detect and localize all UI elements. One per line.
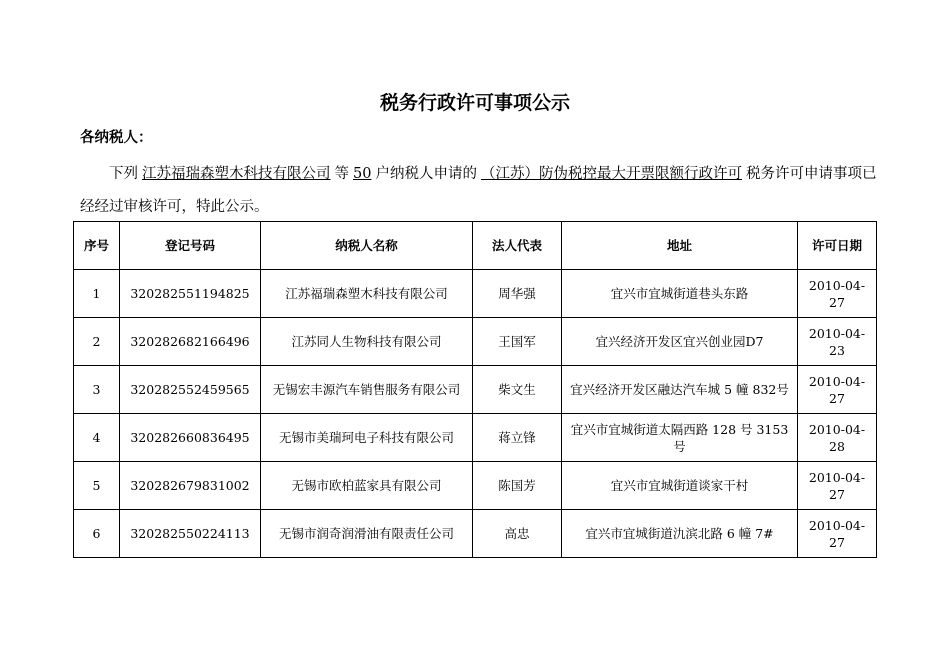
cell-address: 宜兴经济开发区宜兴创业园D7: [562, 318, 798, 366]
cell-address: 宜兴市宜城街道巷头东路: [562, 270, 798, 318]
para-company: 江苏福瑞森塑木科技有限公司: [142, 166, 331, 182]
cell-taxpayer-name: 无锡市欧柏蓝家具有限公司: [261, 462, 473, 510]
cell-reg-no: 320282660836495: [120, 414, 261, 462]
cell-address: 宜兴市宜城街道太隔西路 128 号 3153号: [562, 414, 798, 462]
cell-reg-no: 320282679831002: [120, 462, 261, 510]
header-reg-no: 登记号码: [120, 222, 261, 270]
cell-index: 6: [74, 510, 120, 558]
header-taxpayer-name: 纳税人名称: [261, 222, 473, 270]
table-row: [74, 462, 877, 510]
permit-table: [73, 221, 877, 558]
cell-index: 5: [74, 462, 120, 510]
header-address: 地址: [562, 222, 798, 270]
cell-legal-rep: 王国军: [473, 318, 562, 366]
header-index: 序号: [74, 222, 120, 270]
cell-legal-rep: 周华强: [473, 270, 562, 318]
cell-reg-no: 320282552459565: [120, 366, 261, 414]
document-title: 税务行政许可事项公示: [379, 92, 570, 114]
cell-permit-date: 2010-04-27: [798, 366, 877, 414]
cell-address: 宜兴市宜城街道氿滨北路 6 幢 7#: [562, 510, 798, 558]
cell-permit-date: 2010-04-23: [798, 318, 877, 366]
notice-paragraph: [80, 158, 880, 224]
cell-taxpayer-name: 无锡市润奇润滑油有限责任公司: [261, 510, 473, 558]
cell-reg-no: 320282682166496: [120, 318, 261, 366]
para-permit: （江苏）防伪税控最大开票限额行政许可: [480, 166, 742, 182]
cell-legal-rep: 蒋立锋: [473, 414, 562, 462]
cell-taxpayer-name: 无锡市美瑞珂电子科技有限公司: [261, 414, 473, 462]
header-legal-rep: 法人代表: [473, 222, 562, 270]
cell-legal-rep: 高忠: [473, 510, 562, 558]
table-row: [74, 318, 877, 366]
cell-permit-date: 2010-04-27: [798, 510, 877, 558]
para-text-1: 下列: [109, 166, 138, 182]
cell-permit-date: 2010-04-28: [798, 414, 877, 462]
cell-legal-rep: 陈国芳: [473, 462, 562, 510]
cell-index: 1: [74, 270, 120, 318]
table-row: [74, 510, 877, 558]
header-permit-date: 许可日期: [798, 222, 877, 270]
cell-taxpayer-name: 江苏福瑞森塑木科技有限公司: [261, 270, 473, 318]
cell-taxpayer-name: 无锡宏丰源汽车销售服务有限公司: [261, 366, 473, 414]
cell-index: 4: [74, 414, 120, 462]
salutation: 各纳税人：: [80, 130, 153, 146]
cell-permit-date: 2010-04-27: [798, 462, 877, 510]
table-row: [74, 270, 877, 318]
cell-index: 2: [74, 318, 120, 366]
table-header-row: [74, 222, 877, 270]
cell-reg-no: 320282550224113: [120, 510, 261, 558]
cell-reg-no: 320282551194825: [120, 270, 261, 318]
cell-legal-rep: 柴文生: [473, 366, 562, 414]
para-text-4: 税务许可申请事项已经经过审核许可，特此公示。: [80, 166, 877, 215]
para-text-2: 等: [334, 166, 349, 182]
para-text-3: 户纳税人申请的: [375, 166, 477, 182]
table-row: [74, 366, 877, 414]
cell-index: 3: [74, 366, 120, 414]
cell-taxpayer-name: 江苏同人生物科技有限公司: [261, 318, 473, 366]
para-count: 50: [353, 166, 372, 182]
cell-permit-date: 2010-04-27: [798, 270, 877, 318]
cell-address: 宜兴市宜城街道谈家干村: [562, 462, 798, 510]
table-row: [74, 414, 877, 462]
cell-address: 宜兴经济开发区融达汽车城 5 幢 832号: [562, 366, 798, 414]
